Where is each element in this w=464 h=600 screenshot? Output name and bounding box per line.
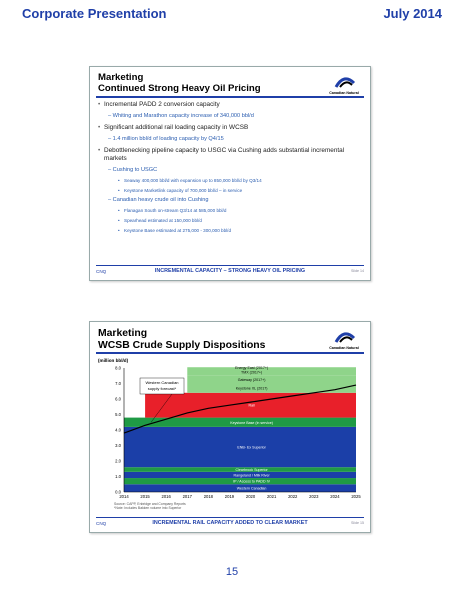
footer-ticker: CNQ [96, 521, 107, 526]
slide-title-line2: WCSB Crude Supply Dispositions [98, 339, 266, 351]
x-tick-label: 2016 [161, 494, 171, 499]
x-tick-label: 2019 [224, 494, 235, 499]
supply-callout-text: supply forecast* [147, 386, 177, 391]
slide-14 [89, 66, 371, 281]
supply-callout-text: Western Canadian [145, 380, 179, 385]
chart-svg [94, 356, 366, 516]
footer-divider [96, 265, 364, 266]
footer-caption: INCREMENTAL CAPACITY – STRONG HEAVY OIL PRICING [154, 268, 306, 274]
x-tick-label: 2018 [203, 494, 214, 499]
area-layer [187, 368, 356, 376]
slide-title-line2: Continued Strong Heavy Oil Pricing [98, 82, 261, 94]
bullet-level2: – Whiting and Marathon capacity increase of 340,000 bbl/d [108, 113, 254, 119]
supply-dispositions-chart [94, 356, 366, 516]
company-logo [324, 73, 364, 95]
document-header-right: July 2014 [383, 6, 442, 21]
bullet-level3: • Seaway 400,000 bbl/d with expansion up to 850,000 bbl/d by Q3/14 [118, 178, 362, 184]
y-tick-label: 4.0 [115, 427, 121, 433]
bullet-list [98, 101, 362, 238]
layer-label: Clearbrook Superior [235, 468, 268, 473]
area-layer [187, 384, 356, 393]
bullet-level1: • Debottlenecking pipeline capacity to USGC via Cushing adds substantial incremental markets [98, 147, 362, 163]
x-tick-label: 2021 [266, 494, 277, 499]
logo-text: Canadian Natural [329, 346, 359, 350]
chart-source: Source: CAPP, Enbridge and Company Reports [114, 502, 186, 506]
x-tick-label: 2015 [140, 494, 150, 499]
bullet-level3: • Keystone Base estimated at 275,000 - 300,000 bbl/d [118, 228, 362, 234]
y-tick-label: 1.0 [115, 474, 121, 479]
footer-slide-number: Slide 15 [351, 521, 364, 525]
bullet-level1: • Incremental PADD 2 conversion capacity [98, 101, 362, 109]
y-tick-label: 0.0 [115, 489, 121, 495]
x-tick-label: 2022 [288, 494, 298, 499]
company-logo [324, 328, 364, 350]
x-tick-label: 2014 [119, 494, 129, 499]
y-tick-label: 6.0 [115, 396, 121, 402]
footer-ticker: CNQ [96, 269, 107, 274]
y-tick-label: 8.0 [115, 365, 121, 371]
bullet-level3: • Keystone Marketlink capacity of 700,000 bbl/d – in service [118, 188, 362, 194]
x-tick-label: 2017 [182, 494, 192, 499]
x-tick-label: 2020 [245, 494, 256, 499]
bullet-level2: – Canadian heavy crude oil into Cushing [108, 197, 209, 204]
layer-label: IP / Access to PADD IV [233, 479, 271, 484]
y-tick-label: 7.0 [115, 381, 121, 386]
bullet-level2: – Cushing to USGC [108, 166, 158, 173]
document-header-left: Corporate Presentation [22, 6, 167, 21]
layer-label: Energy East (2017+) [235, 366, 269, 371]
slide-title-line1: Marketing [98, 328, 148, 339]
slide-title-line1: Marketing [98, 72, 144, 83]
footer-caption: INCREMENTAL RAIL CAPACITY ADDED TO CLEAR MARKET [152, 520, 308, 526]
logo-mark-icon [324, 328, 364, 346]
layer-label: Gateway (2017+) [237, 378, 266, 383]
title-underline [96, 96, 364, 98]
chart-note: *Note: Includes Bakken volume into Superior [114, 506, 182, 510]
x-tick-label: 2023 [309, 494, 319, 499]
layer-label: Western Canadian [236, 486, 267, 491]
y-tick-label: 2.0 [115, 458, 121, 464]
logo-text: Canadian Natural [329, 91, 359, 95]
logo-mark-icon [324, 73, 364, 91]
x-tick-label: 2025 [351, 494, 361, 499]
slide-title [98, 328, 265, 351]
bullet-level2: – 1.4 million bbl/d of loading capacity by Q4/15 [108, 135, 224, 142]
layer-label: Rangeland / Milk River [233, 473, 270, 478]
layer-label: TMX (2017+) [241, 370, 263, 375]
footer-slide-number: Slide 14 [351, 269, 364, 273]
y-axis-label: (million bbl/d) [98, 358, 129, 363]
slide-footer [90, 519, 370, 528]
footer-divider [96, 517, 364, 518]
bullet-level3: • Spearhead estimated at 150,000 bbl/d [118, 218, 362, 224]
y-tick-label: 3.0 [115, 443, 121, 448]
layer-label: Rail [248, 403, 255, 408]
bullet-level1: • Significant additional rail loading capacity in WCSB [98, 124, 362, 132]
layer-label: Keystone XL (2017) [235, 386, 268, 391]
bullet-level3: • Flanagan South on-stream Q3/14 at 585,000 bbl/d [118, 208, 362, 214]
area-layer [187, 376, 356, 384]
slide-15 [89, 321, 371, 533]
layer-label: ENB- Ex Superior [237, 445, 266, 450]
slide-title [98, 73, 261, 94]
y-tick-label: 5.0 [115, 412, 121, 417]
page-number: 15 [225, 566, 239, 578]
x-tick-label: 2024 [330, 494, 340, 499]
title-underline [96, 352, 364, 354]
layer-label: Keystone Base (in service) [230, 420, 273, 425]
slide-footer [90, 267, 370, 276]
